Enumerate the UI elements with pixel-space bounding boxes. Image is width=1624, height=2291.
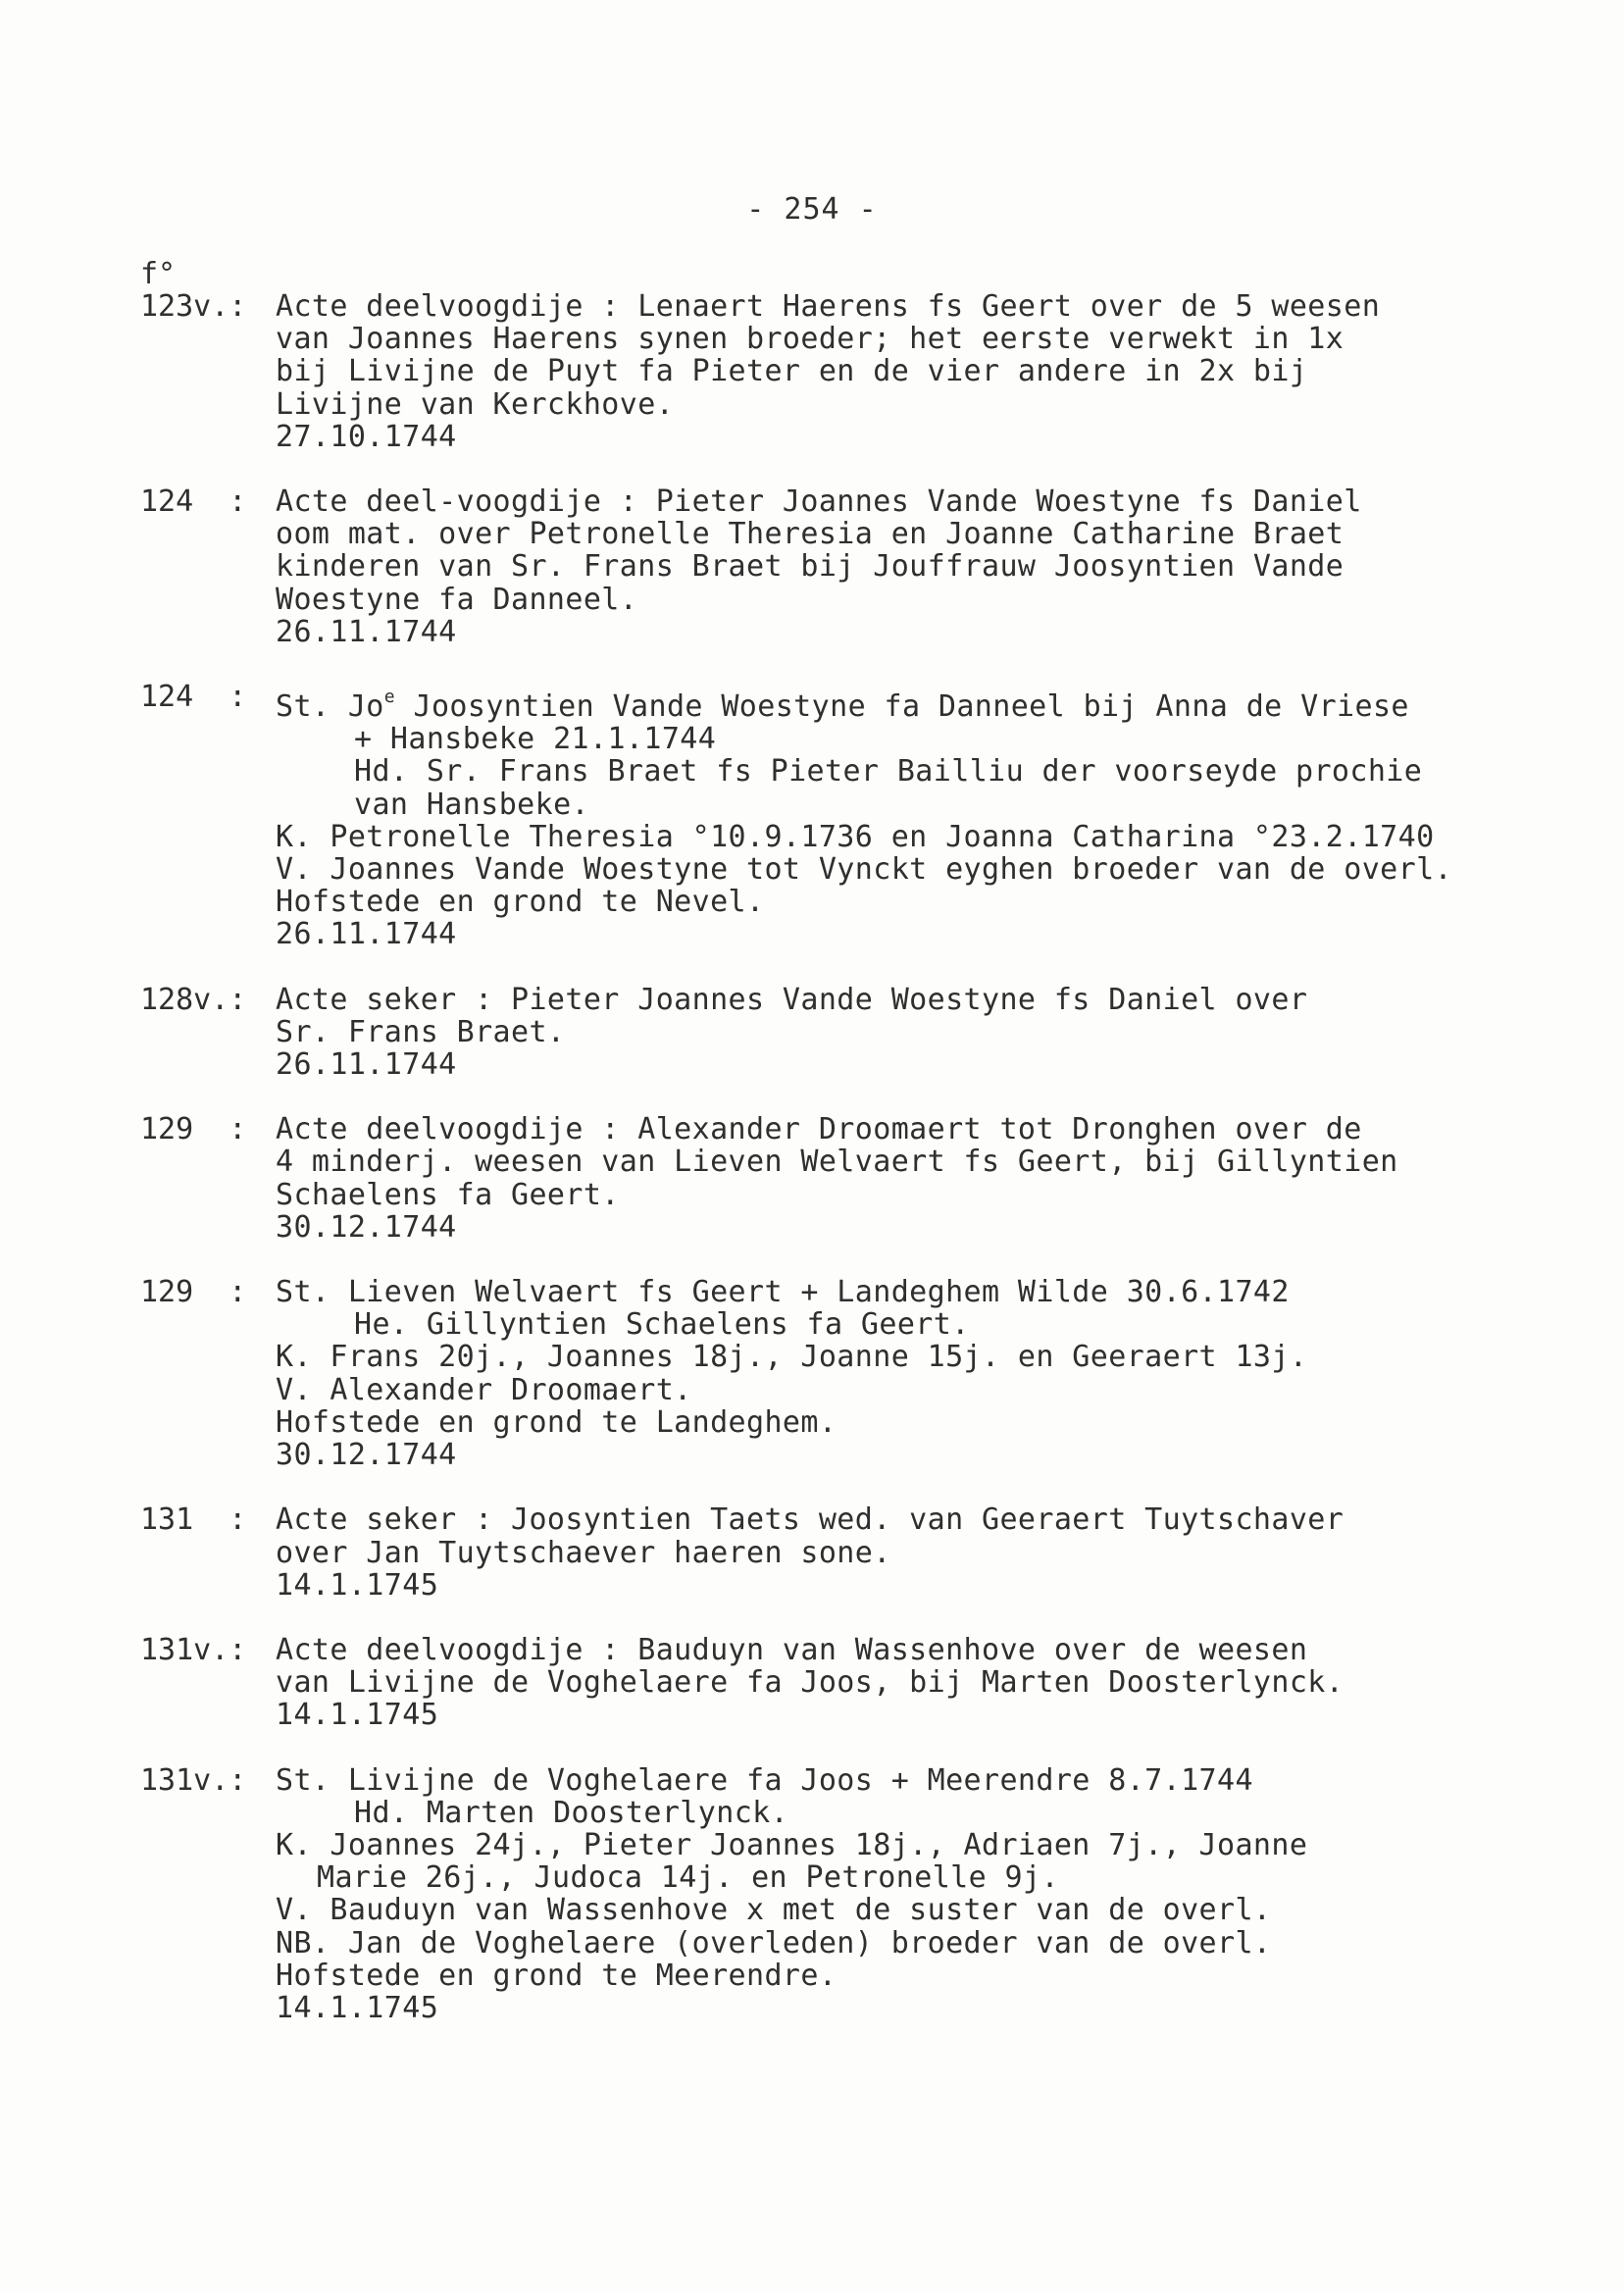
entry-date: 14.1.1745 <box>276 1567 439 1603</box>
entry-line-indented: He. Gillyntien Schaelens fa Geert. <box>354 1307 970 1343</box>
entry-line: Hofstede en grond te Nevel. <box>276 885 765 920</box>
entry <box>140 1276 1572 1471</box>
entry-line: V. Bauduyn van Wassenhove x met de suster van de overl. <box>276 1893 1272 1928</box>
entry-line: Acte seker : Pieter Joannes Vande Woestyne fs Daniel over <box>276 982 1308 1017</box>
entry-line: Schaelens fa Geert. <box>276 1177 620 1212</box>
entry-line: 4 minderj. weesen van Lieven Welvaert fs Geert, bij Gillyntien <box>276 1145 1398 1180</box>
page-number: - 254 - <box>746 192 878 227</box>
entry-line: bij Livijne de Puyt fa Pieter en de vier andere in 2x bij <box>276 354 1308 389</box>
entries-list <box>140 290 1572 2057</box>
folio-label: f° <box>140 257 177 291</box>
entry-line: K. Petronelle Theresia °10.9.1736 en Joanna Catharina °23.2.1740 <box>276 819 1435 854</box>
entry-date: 27.10.1744 <box>276 419 457 454</box>
entry <box>140 681 1572 951</box>
superscript-text: e <box>383 687 396 708</box>
entry <box>140 1503 1572 1602</box>
entry-line: kinderen van Sr. Frans Braet bij Jouffrauw Joosyntien Vande <box>276 549 1345 585</box>
entry <box>140 1764 1572 2025</box>
entry <box>140 1634 1572 1732</box>
entry-date: 30.12.1744 <box>276 1209 457 1245</box>
folio-ref: 131v.: <box>140 1762 247 1798</box>
entry-line: V. Alexander Droomaert. <box>276 1372 692 1407</box>
folio-ref: 129 : <box>140 1275 247 1310</box>
entry-line: St. Lieven Welvaert fs Geert + Landeghem Wilde 30.6.1742 <box>276 1275 1290 1310</box>
entry-line: St. Livijne de Voghelaere fa Joos + Meerendre 8.7.1744 <box>276 1762 1253 1798</box>
entry-date: 30.12.1744 <box>276 1438 457 1473</box>
entry-line-indented: Marie 26j., Judoca 14j. en Petronelle 9j. <box>317 1860 1059 1896</box>
entry-text: St. Jo <box>276 689 384 725</box>
entry <box>140 485 1572 648</box>
entry-line: Acte seker : Joosyntien Taets wed. van Geeraert Tuytschaver <box>276 1502 1345 1538</box>
folio-ref: 128v.: <box>140 982 247 1017</box>
entry-line: Woestyne fa Danneel. <box>276 582 638 617</box>
folio-ref: 124 : <box>140 484 247 520</box>
entry <box>140 984 1572 1082</box>
folio-ref: 131 : <box>140 1502 247 1538</box>
entry-line: Acte deelvoogdije : Bauduyn van Wassenhove over de weesen <box>276 1632 1308 1667</box>
entry-line: Acte deel-voogdije : Pieter Joannes Vande Woestyne fs Daniel <box>276 484 1362 520</box>
entry-text: Joosyntien Vande Woestyne fa Danneel bij Anna de Vriese <box>395 689 1409 725</box>
entry-date: 26.11.1744 <box>276 1047 457 1083</box>
entry-line: Livijne van Kerckhove. <box>276 386 675 422</box>
entry-line-indented: Hd. Sr. Frans Braet fs Pieter Bailliu der voorseyde prochie <box>354 754 1423 789</box>
entry-line: K. Joannes 24j., Pieter Joannes 18j., Adriaen 7j., Joanne <box>276 1827 1308 1862</box>
entry-line: Acte deelvoogdije : Alexander Droomaert tot Dronghen over de <box>276 1112 1362 1147</box>
entry <box>140 1113 1572 1244</box>
entry-line: over Jan Tuytschaever haeren sone. <box>276 1535 891 1570</box>
entry-line: Sr. Frans Braet. <box>276 1014 566 1049</box>
entry-line: NB. Jan de Voghelaere (overleden) broeder van de overl. <box>276 1925 1272 1960</box>
folio-ref: 124 : <box>140 680 247 715</box>
entry-date: 26.11.1744 <box>276 614 457 649</box>
entry-line: V. Joannes Vande Woestyne tot Vynckt eyghen broeder van de overl. <box>276 852 1452 888</box>
folio-ref: 123v.: <box>140 289 247 324</box>
entry-line: van Livijne de Voghelaere fa Joos, bij Marten Doosterlynck. <box>276 1665 1345 1701</box>
folio-ref: 131v.: <box>140 1632 247 1667</box>
folio-ref: 129 : <box>140 1112 247 1147</box>
entry-line: van Joannes Haerens synen broeder; het eerste verwekt in 1x <box>276 322 1345 357</box>
entry-line-indented: + Hansbeke 21.1.1744 <box>354 722 717 757</box>
entry-line <box>276 681 1572 723</box>
entry-line-indented: Hd. Marten Doosterlynck. <box>354 1795 789 1830</box>
entry-line: Acte deelvoogdije : Lenaert Haerens fs Geert over de 5 weesen <box>276 289 1381 324</box>
entry-line: Hofstede en grond te Meerendre. <box>276 1958 837 1993</box>
entry-line: K. Frans 20j., Joannes 18j., Joanne 15j. en Geeraert 13j. <box>276 1340 1308 1375</box>
entry-date: 26.11.1744 <box>276 917 457 952</box>
entry-line: Hofstede en grond te Landeghem. <box>276 1404 837 1440</box>
entry-line-indented: van Hansbeke. <box>354 787 589 822</box>
entry <box>140 290 1572 453</box>
entry-date: 14.1.1745 <box>276 1990 439 2025</box>
entry-date: 14.1.1745 <box>276 1698 439 1733</box>
entry-line: oom mat. over Petronelle Theresia en Joanne Catharine Braet <box>276 517 1345 552</box>
